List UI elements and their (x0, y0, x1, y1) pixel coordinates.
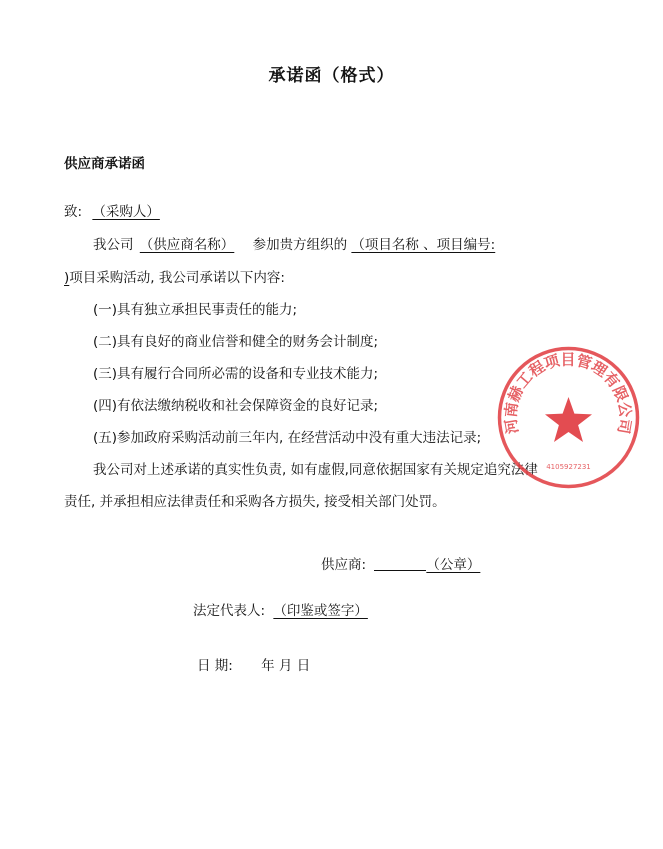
intro-line-2 (64, 266, 285, 286)
date-value: 年 月 日 (261, 658, 311, 674)
supplier-name-placeholder: （供应商名称） (139, 237, 235, 253)
intro-text-3: 项目采购活动, 我公司承诺以下内容: (69, 270, 285, 286)
supplier-signature-line (321, 553, 480, 573)
date-label: 日 期: (197, 658, 233, 674)
seal-number: 4105927231 (546, 463, 591, 471)
intro-line-1 (93, 233, 495, 253)
recipient-placeholder: （采购人） (92, 204, 160, 220)
seal-star-icon (545, 397, 592, 442)
project-placeholder-end: ) (64, 270, 70, 286)
supplier-blank (374, 556, 426, 571)
intro-text-1: 我公司 (93, 237, 134, 253)
to-prefix: 致: (64, 204, 83, 220)
date-line (197, 654, 310, 674)
section-heading: 供应商承诺函 (64, 156, 145, 172)
commitment-item: (五)参加政府采购活动前三年内, 在经营活动中没有重大违法记录; (93, 430, 482, 446)
commitment-item: (三)具有履行合同所必需的设备和专业技术能力; (93, 366, 379, 382)
commitment-item: (一)具有独立承担民事责任的能力; (93, 302, 298, 318)
intro-text-2: 参加贵方组织的 (252, 237, 348, 253)
commitment-item: (四)有依法缴纳税收和社会保障资金的良好记录; (93, 398, 379, 414)
representative-sign-placeholder: （印鉴或签字） (273, 603, 368, 619)
project-placeholder: （项目名称 、项目编号: (351, 237, 496, 253)
representative-signature-line (193, 599, 368, 619)
representative-label: 法定代表人: (193, 603, 266, 619)
seal-text: 河南赫工程项目管理有限公司 (501, 350, 635, 436)
company-seal (496, 345, 641, 490)
commitment-item: (二)具有良好的商业信誉和健全的财务会计制度; (93, 334, 379, 350)
to-line (64, 200, 160, 220)
commitment-paragraph-line-2: 责任, 并承担相应法律责任和采购各方损失, 接受相关部门处罚。 (64, 494, 446, 510)
page-title: 承诺函（格式） (268, 66, 395, 86)
supplier-label: 供应商: (321, 557, 367, 573)
supplier-stamp-placeholder: （公章） (426, 557, 481, 573)
commitment-paragraph-line-1: 我公司对上述承诺的真实性负责, 如有虚假,同意依据国家有关规定追究法律 (93, 462, 538, 478)
